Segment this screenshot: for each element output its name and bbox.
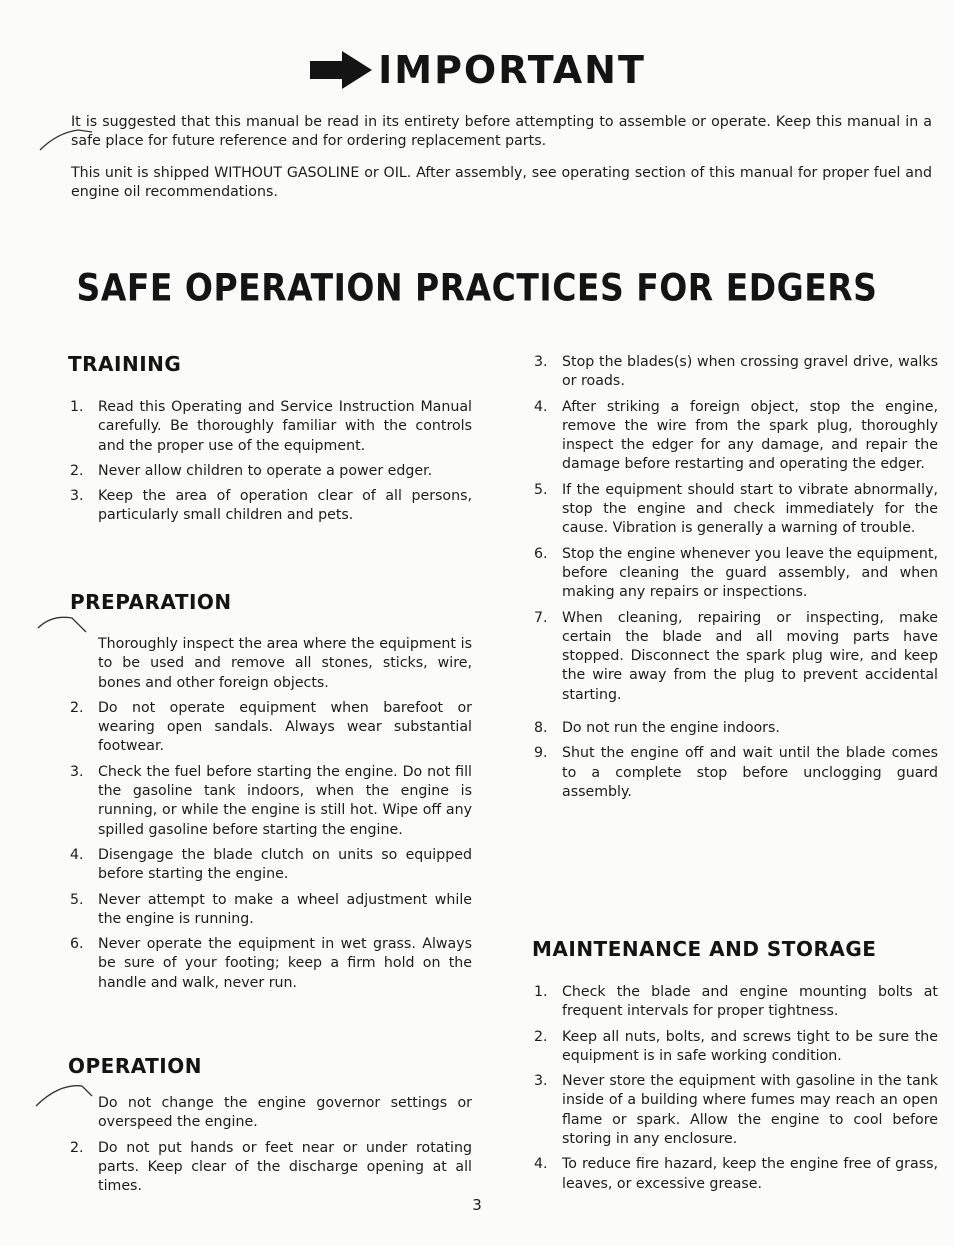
maintenance-heading: MAINTENANCE AND STORAGE xyxy=(532,937,877,961)
list-item-text: Check the fuel before starting the engine. Do not fill the gasoline tank indoors, when the engine is running, or while the engine is still hot. Wipe off any spilled gasoline before starting the engine. xyxy=(98,763,472,838)
main-title: SAFE OPERATION PRACTICES FOR EDGERS xyxy=(76,265,878,310)
list-item-text: Check the blade and engine mounting bolts at frequent intervals for proper tightness. xyxy=(562,984,938,1020)
maintenance-list xyxy=(532,983,938,1200)
list-item-text: Keep all nuts, bolts, and screws tight to be sure the equipment is in safe working condition. xyxy=(562,1028,938,1064)
list-item-text: Never store the equipment with gasoline in the tank inside of a building where fumes may reach an open flame or spark. Allow the engine to cool before storing in any enclosure. xyxy=(562,1073,938,1148)
list-item xyxy=(68,699,472,757)
important-header xyxy=(0,48,954,92)
list-item-number: 3. xyxy=(70,488,84,505)
page-number: 3 xyxy=(472,1196,482,1214)
list-item xyxy=(532,744,938,802)
list-item-text: Stop the blades(s) when crossing gravel drive, walks or roads. xyxy=(562,354,938,390)
list-item-text: Never operate the equipment in wet grass. Always be sure of your footing; keep a firm hold on the handle and walk, never run. xyxy=(98,936,472,991)
list-item-text: Read this Operating and Service Instruction Manual carefully. Be thoroughly familiar with the controls and the proper use of the equipment. xyxy=(98,399,472,454)
list-item-text: Keep the area of operation clear of all persons, particularly small children and pets. xyxy=(98,488,472,524)
list-item-number: 2. xyxy=(70,462,84,479)
list-item-number: 3. xyxy=(534,1073,548,1090)
list-item-text: Do not change the engine governor settings or overspeed the engine. xyxy=(98,1095,472,1131)
list-item-text: Do not run the engine indoors. xyxy=(562,720,780,737)
list-item-number: 9. xyxy=(534,745,548,762)
intro-paragraph-1: It is suggested that this manual be read in its entirety before attempting to assemble or operate. Keep this manual in a safe place for future reference and for ordering replacement parts. xyxy=(71,114,932,149)
list-item-number: 1. xyxy=(534,984,548,1000)
list-item-number: 6. xyxy=(534,545,548,562)
list-item-text: Never allow children to operate a power edger. xyxy=(98,462,433,479)
list-item-text: Never attempt to make a wheel adjustment while the engine is running. xyxy=(98,891,472,927)
list-item xyxy=(68,487,472,526)
list-item xyxy=(532,719,938,738)
list-item-number: 2. xyxy=(70,699,84,716)
list-item-number: 2. xyxy=(534,1028,548,1045)
list-item xyxy=(68,891,472,930)
list-item-number: 4. xyxy=(534,1156,548,1173)
list-item xyxy=(532,1155,938,1194)
list-item-text: If the equipment should start to vibrate abnormally, stop the engine and check immediately for the cause. Vibration is generally a warning of trouble. xyxy=(562,481,938,537)
training-heading: TRAINING xyxy=(68,352,182,376)
list-item-text: Shut the engine off and wait until the blade comes to a complete stop before unclogging guard assembly. xyxy=(562,745,938,800)
list-item-text: Thoroughly inspect the area where the equipment is to be used and remove all stones, sticks, wire, bones and other foreign objects. xyxy=(98,636,472,691)
list-item xyxy=(68,462,472,481)
list-item xyxy=(532,481,938,539)
list-item-text: When cleaning, repairing or inspecting, make certain the blade and all moving parts have stopped. Disconnect the spark plug wire, and keep the wire away from the plug to prevent accidental starting. xyxy=(562,609,938,703)
list-item-number: 5. xyxy=(534,481,548,498)
list-item-number: 8. xyxy=(534,720,548,737)
list-item xyxy=(532,1072,938,1149)
list-item-text: Do not operate equipment when barefoot or wearing open sandals. Always wear substantial footwear. xyxy=(98,699,472,755)
operation-list-right xyxy=(532,353,938,808)
list-item xyxy=(68,398,472,456)
list-item xyxy=(532,545,938,603)
preparation-heading: PREPARATION xyxy=(70,590,232,614)
list-item xyxy=(532,1028,938,1067)
pencil-mark-icon xyxy=(36,608,92,644)
operation-list-left xyxy=(68,1094,472,1202)
list-item-number: 1. xyxy=(70,399,84,415)
list-item xyxy=(68,763,472,840)
list-item-number: 3. xyxy=(70,763,84,780)
list-item xyxy=(532,609,938,705)
list-item xyxy=(532,353,938,392)
pencil-mark-icon xyxy=(38,118,96,154)
list-item-text: Disengage the blade clutch on units so equipped before starting the engine. xyxy=(98,846,472,883)
list-item-number: 7. xyxy=(534,609,548,626)
list-item xyxy=(68,935,472,993)
intro-paragraph-2: This unit is shipped WITHOUT GASOLINE or OIL. After assembly, see operating section of this manual for proper fuel and engine oil recommendations. xyxy=(71,165,932,200)
list-item xyxy=(68,1139,472,1197)
list-item-text: After striking a foreign object, stop the engine, remove the wire from the spark plug, thoroughly inspect the edger for any damage, and repair the damage before restarting and operating the edger. xyxy=(562,398,938,473)
list-item-text: To reduce fire hazard, keep the engine free of grass, leaves, or excessive grease. xyxy=(562,1156,938,1192)
training-list xyxy=(68,398,472,532)
list-item xyxy=(68,1094,472,1133)
list-item-text: Stop the engine whenever you leave the equipment, before cleaning the guard assembly, and when making any repairs or inspections. xyxy=(562,545,938,601)
important-title: IMPORTANT xyxy=(378,48,646,92)
list-item-number: 4. xyxy=(70,846,84,863)
pencil-mark-icon xyxy=(34,1080,96,1110)
list-item-text: Do not put hands or feet near or under rotating parts. Keep clear of the discharge opening at all times. xyxy=(98,1139,472,1195)
list-item-number: 2. xyxy=(70,1139,84,1156)
list-item-number: 4. xyxy=(534,398,548,415)
arrow-right-icon xyxy=(308,49,374,91)
list-item-number: 3. xyxy=(534,354,548,370)
list-item xyxy=(532,398,938,475)
list-item xyxy=(68,635,472,693)
list-item-number: 6. xyxy=(70,936,84,953)
operation-heading: OPERATION xyxy=(68,1054,202,1078)
list-item xyxy=(68,846,472,885)
list-item xyxy=(532,983,938,1022)
list-item-number: 5. xyxy=(70,891,84,908)
preparation-list xyxy=(68,635,472,999)
